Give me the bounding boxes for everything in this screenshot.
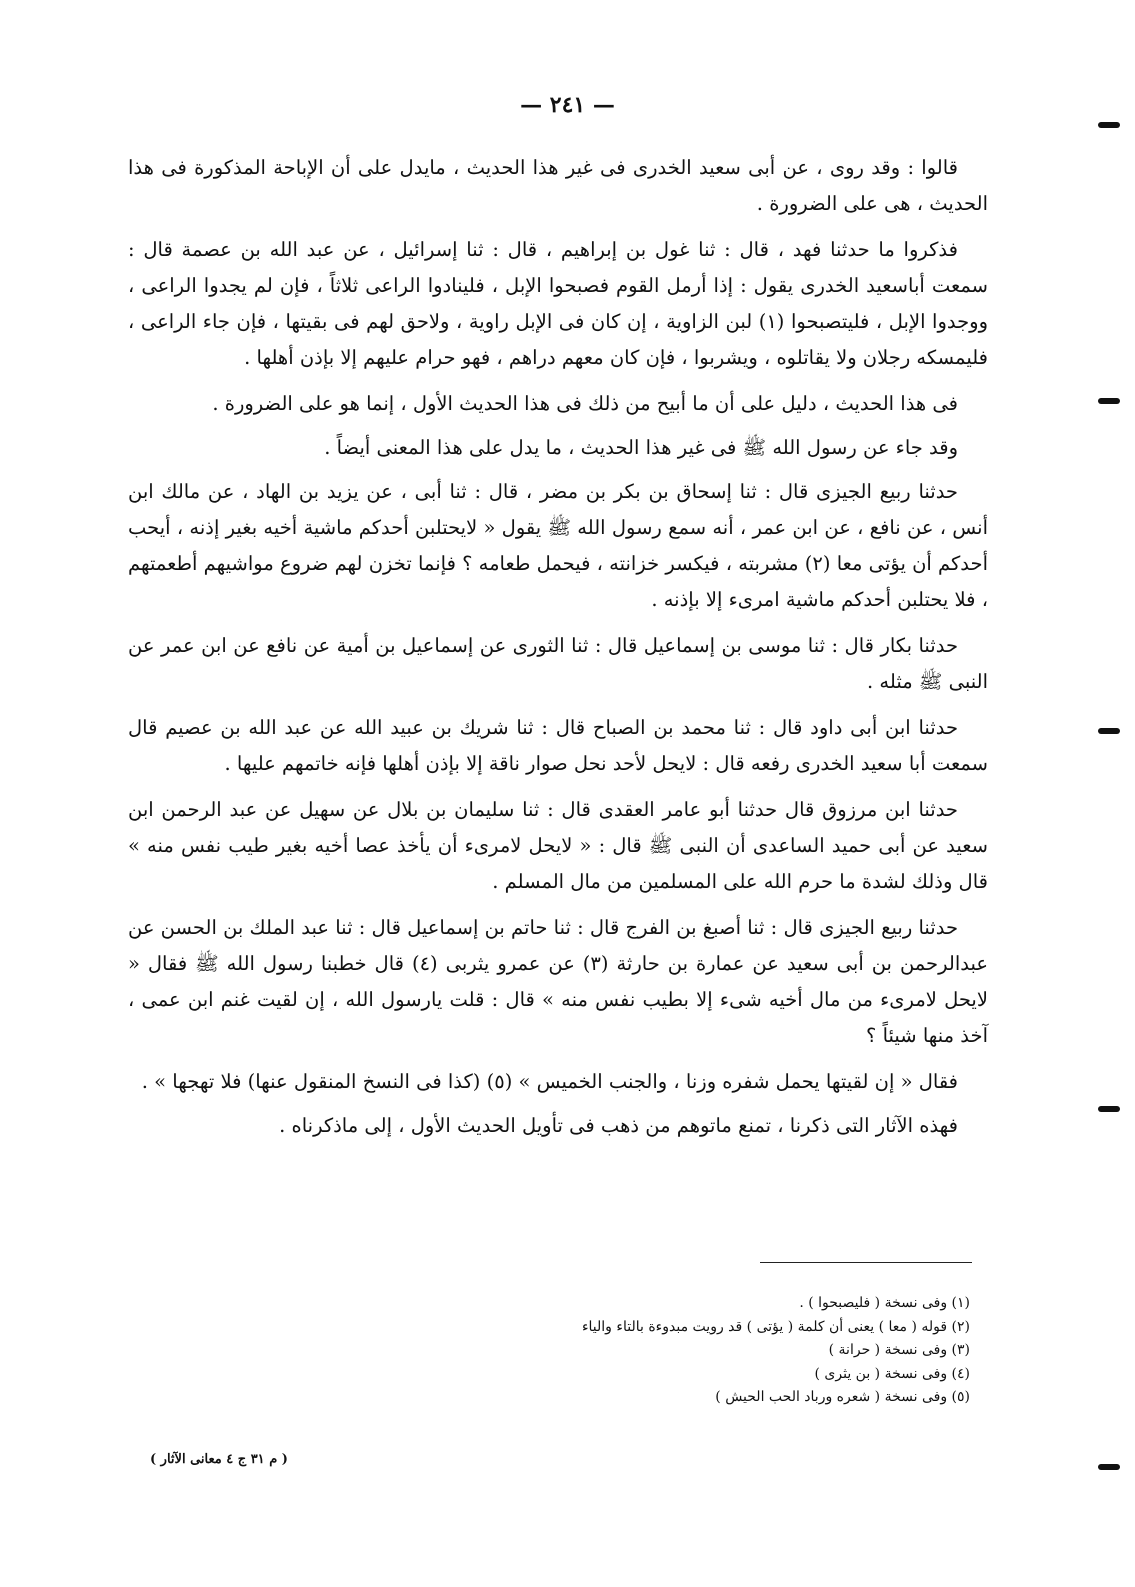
edge-mark [1098,1464,1120,1470]
paragraph-10: فقال « إن لقيتها يحمل شفره وزنا ، والجنب الخميس » (٥) (كذا فى النسخ المنقول عنها) فلا تهجها » . [141,1070,958,1093]
footnote-5: (٥) وفى نسخة ( شعره ورباد الحب الحيش ) [715,1389,970,1405]
paragraph-7: حدثنا ابن أبى داود قال : ثنا محمد بن الصباح قال : ثنا شريك بن عبيد الله عن عبد الله بن عصيم قال سمعت أبا سعيد الخدرى رفعه قال : لايحل لأحد نحل صوار ناقة إلا بإذن أهلها فإنه خاتمهم عليها . [128,716,988,775]
edge-mark [1098,728,1120,734]
edge-mark [1098,398,1120,404]
paragraph-2: فذكروا ما حدثنا فهد ، قال : ثنا غول بن إبراهيم ، قال : ثنا إسرائيل ، عن عبد الله بن عصمة قال : سمعت أباسعيد الخدرى يقول : إذا أرمل القوم فصبحوا الإبل ، فلينادوا الراعى ثلاثاً ، فإن لم يجدوا الراعى ، ووجدوا الإبل ، فليتصبحوا (١) لبن الزاوية ، إن كان فى الإبل راوية ، ولاحق لهم فى بقيتها ، فإن جاء الراعى ، فليمسكه رجلان ولا يقاتلوه ، ويشربوا ، فإن كان معهم دراهم ، فهو حرام عليهم إلا بإذن أهلها . [128,238,988,369]
footnote-1: (١) وفى نسخة ( فليصبحوا ) . [799,1295,970,1311]
paragraph-3: فى هذا الحديث ، دليل على أن ما أبيح من ذلك فى هذا الحديث الأول ، إنما هو على الضرورة . [212,392,958,415]
paragraph-4: وقد جاء عن رسول الله ﷺ فى غير هذا الحديث ، ما يدل على هذا المعنى أيضاً . [324,436,958,459]
footnote-4: (٤) وفى نسخة ( بن يثرى ) [814,1365,970,1382]
footnotes [400,1292,970,1410]
edge-mark [1098,122,1120,128]
paragraph-8: حدثنا ابن مرزوق قال حدثنا أبو عامر العقدى قال : ثنا سليمان بن بلال عن سهيل عن عبد الرحمن ابن سعيد عن أبى حميد الساعدى أن النبى ﷺ قال : « لايحل لامرىء أن يأخذ عصا أخيه بغير طيب نفس منه » قال وذلك لشدة ما حرم الله على المسلمين من مال المسلم . [128,798,988,893]
paragraph-1: قالوا : وقد روى ، عن أبى سعيد الخدرى فى غير هذا الحديث ، مايدل على أن الإباحة المذكورة فى هذا الحديث ، هى على الضرورة . [128,156,988,215]
body-text [128,150,988,1152]
signature-mark: ( م ٣١ ج ٤ معانى الآثار ) [150,1452,288,1467]
footnote-divider [760,1262,972,1263]
footnote-2: (٢) قوله ( معا ) يعنى أن كلمة ( يؤتى ) قد رويت مبدوءة بالتاء والياء [581,1318,970,1335]
paragraph-6: حدثنا بكار قال : ثنا موسى بن إسماعيل قال : ثنا الثورى عن إسماعيل بن أمية عن نافع عن ابن عمر عن النبى ﷺ مثله . [128,634,988,693]
paragraph-11: فهذه الآثار التى ذكرنا ، تمنع ماتوهم من ذهب فى تأويل الحديث الأول ، إلى ماذكرناه . [279,1114,958,1137]
paragraph-9: حدثنا ربيع الجيزى قال : ثنا أصبغ بن الفرج قال : ثنا حاتم بن إسماعيل قال : ثنا عبد الملك بن الحسن عن عبدالرحمن بن أبى سعيد عن عمارة بن حارثة (٣) عن عمرو يثربى (٤) قال خطبنا رسول الله ﷺ فقال « لايحل لامرىء من مال أخيه شىء إلا بطيب نفس منه » قال : قلت يارسول الله ، إن لقيت غنم ابن عمى ، آخذ منها شيئاً ؟ [128,916,988,1047]
edge-mark [1098,1106,1120,1112]
footnote-3: (٣) وفى نسخة ( حرانة ) [828,1342,970,1358]
paragraph-5: حدثنا ربيع الجيزى قال : ثنا إسحاق بن بكر بن مضر ، قال : ثنا أبى ، عن يزيد بن الهاد ، عن مالك ابن أنس ، عن نافع ، عن ابن عمر ، أنه سمع رسول الله ﷺ يقول « لايحتلبن أحدكم ماشية أخيه بغير إذنه ، أيحب أحدكم أن يؤتى معا (٢) مشربته ، فيكسر خزانته ، فيحمل طعامه ؟ فإنما تخزن لهم ضروع مواشيهم أطعمتهم ، فلا يحتلبن أحدكم ماشية امرىء إلا بإذنه . [128,480,988,611]
page-number: — ٢٤١ — [520,92,615,118]
